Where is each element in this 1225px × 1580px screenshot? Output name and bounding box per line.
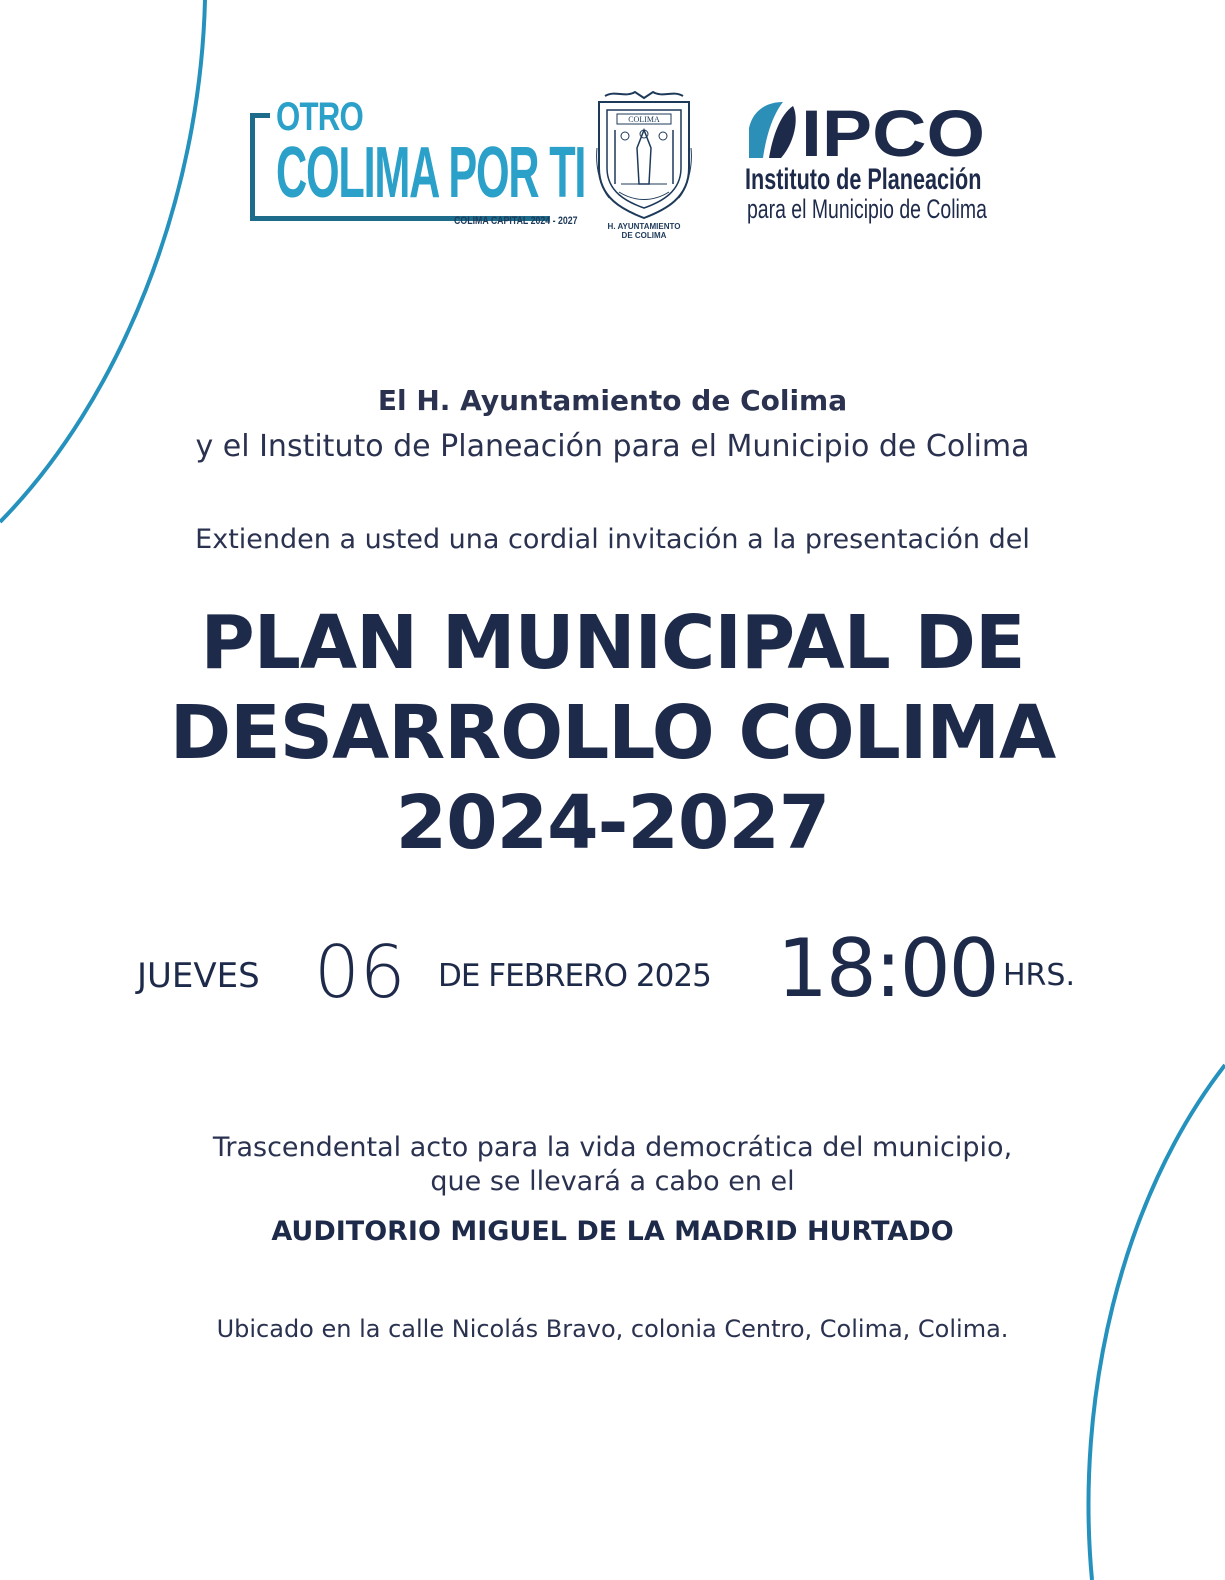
coat-of-arms-icon (595, 88, 693, 222)
host-line-2: y el Instituto de Planeación para el Municipio de Colima (195, 429, 1030, 464)
otro-colima-logo (250, 95, 586, 230)
logo-colima-por-ti-text: COLIMA POR TI (276, 133, 586, 213)
ayuntamiento-seal-logo (595, 88, 693, 243)
event-day: 06 (314, 930, 406, 1014)
event-description-line-1: Trascendental acto para la vida democrática del municipio, (212, 1132, 1013, 1163)
event-address: Ubicado en la calle Nicolás Bravo, colonia Centro, Colima, Colima. (216, 1315, 1009, 1343)
ipco-name-line2: para el Municipio de Colima (747, 194, 987, 224)
ipco-acronym: IPCO (801, 98, 985, 164)
ipco-name-line1: Instituto de Planeación (745, 163, 982, 196)
event-weekday: JUEVES (137, 956, 260, 996)
event-month-year: DE FEBRERO 2025 (438, 958, 711, 994)
svg-text:COLIMA: COLIMA (628, 115, 660, 124)
host-line-1: El H. Ayuntamiento de Colima (377, 384, 848, 417)
event-title-line-3: 2024-2027 (395, 780, 830, 866)
event-title (0, 598, 1225, 868)
event-time: 18:00 (777, 922, 998, 1015)
event-venue: AUDITORIO MIGUEL DE LA MADRID HURTADO (271, 1216, 954, 1247)
ipco-wordmark-icon (745, 98, 995, 164)
seal-caption-line1: H. AYUNTAMIENTO (607, 222, 681, 231)
event-title-line-1: PLAN MUNICIPAL DE (200, 600, 1025, 686)
event-description-line-2: que se llevará a cabo en el (430, 1166, 795, 1197)
seal-caption-line2: DE COLIMA (621, 231, 667, 240)
logo-tagline: COLIMA CAPITAL 2024 - 2027 (454, 215, 578, 227)
ipco-logo (745, 98, 995, 228)
event-hrs-label: HRS. (1003, 958, 1075, 993)
event-title-line-2: DESARROLLO COLIMA (169, 690, 1056, 776)
event-date-time (0, 922, 1225, 1020)
logo-otro-text: OTRO (276, 95, 364, 139)
seal-caption (595, 222, 693, 240)
logo-bracket-top (250, 113, 270, 118)
invitation-intro: Extienden a usted una cordial invitación a la presentación del (195, 524, 1030, 555)
